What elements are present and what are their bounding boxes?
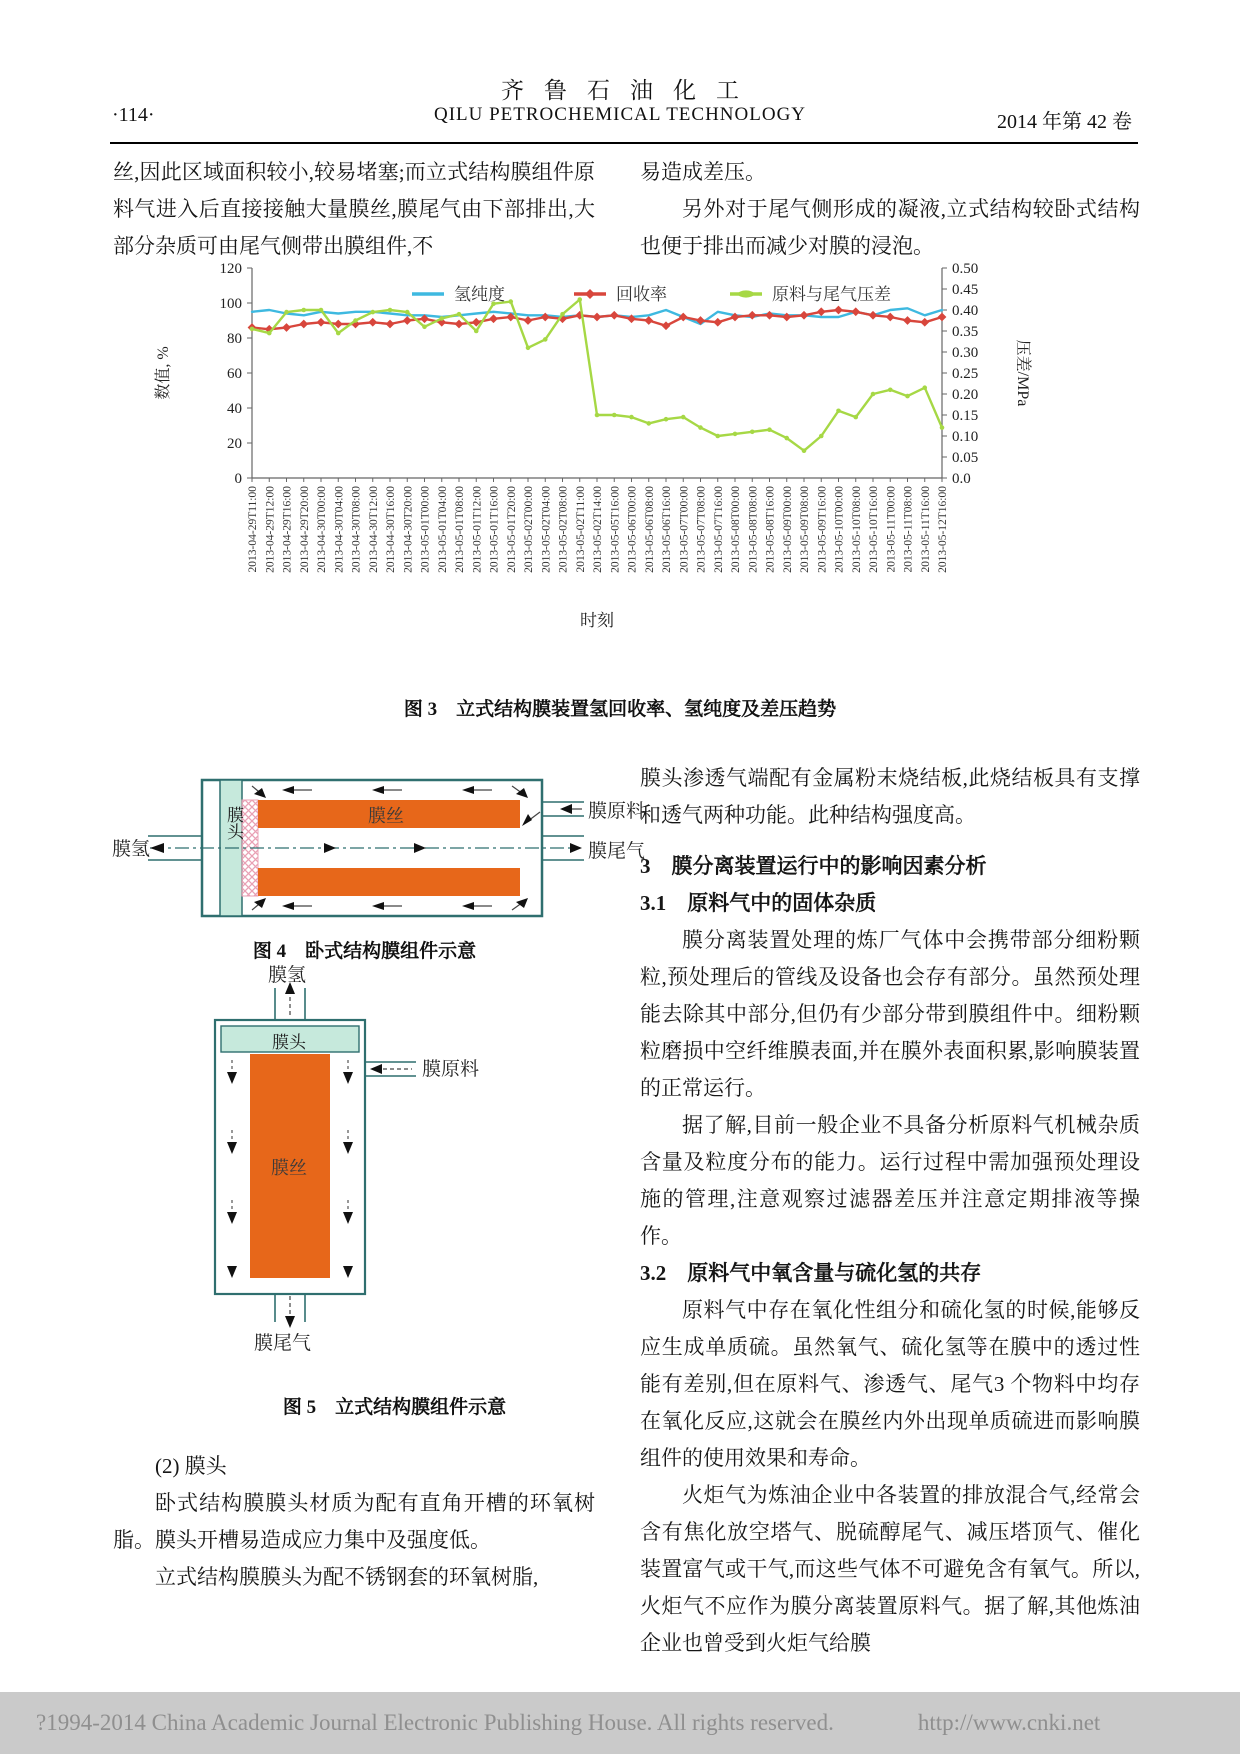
svg-text:2013-05-01T12:00: 2013-05-01T12:00 bbox=[471, 486, 484, 573]
svg-text:2013-04-29T16:00: 2013-04-29T16:00 bbox=[281, 486, 294, 573]
svg-text:2013-05-01T20:00: 2013-05-01T20:00 bbox=[505, 486, 518, 573]
svg-text:2013-05-01T04:00: 2013-05-01T04:00 bbox=[436, 486, 449, 573]
figure4-drawing bbox=[112, 772, 612, 924]
svg-text:0.20: 0.20 bbox=[952, 387, 979, 403]
svg-text:2013-05-02T04:00: 2013-05-02T04:00 bbox=[540, 486, 553, 573]
copyright-text: ?1994-2014 China Academic Journal Electronic Publishing House. All rights reserved. bbox=[36, 1710, 834, 1735]
figure4-caption: 图 4 卧式结构膜组件示意 bbox=[252, 941, 477, 962]
paragraph: 丝,因此区域面积较小,较易堵塞;而立式结构膜组件原料气进入后直接接触大量膜丝,膜尾气由下部排出,大部分杂质可由尾气侧带出膜组件,不 bbox=[113, 160, 595, 258]
svg-text:2013-04-30T04:00: 2013-04-30T04:00 bbox=[333, 486, 346, 573]
svg-text:40: 40 bbox=[227, 401, 242, 417]
left-column-bottom bbox=[113, 1448, 595, 1596]
svg-text:2013-04-30T20:00: 2013-04-30T20:00 bbox=[402, 486, 415, 573]
svg-text:2013-05-08T00:00: 2013-05-08T00:00 bbox=[730, 486, 742, 573]
svg-text:2013-05-10T00:00: 2013-05-10T00:00 bbox=[833, 486, 846, 573]
paragraph: 膜分离装置处理的炼厂气体中会携带部分细粉颗粒,预处理后的管线及设备也会存有部分。虽然预处理能去除其中部分,但仍有少部分带到膜组件中。细粉颗粒磨损中空纤维膜表面,并在膜外表面积累,影响膜装置的正常运行。 bbox=[640, 928, 1140, 1100]
svg-text:2013-05-02T11:00: 2013-05-02T11:00 bbox=[574, 486, 587, 573]
svg-text:2013-05-11T16:00: 2013-05-11T16:00 bbox=[919, 486, 932, 573]
svg-text:2013-04-29T20:00: 2013-04-29T20:00 bbox=[298, 486, 311, 573]
paragraph: 原料气中存在氧化性组分和硫化氢的时候,能够反应生成单质硫。虽然氧气、硫化氢等在膜中的透过性能有差别,但在原料气、渗透气、尾气3 个物料中均存在氧化反应,这就会在膜丝内外出现单质硫进而影响膜组件的使用效果和寿命。 bbox=[640, 1298, 1140, 1470]
fig4-label-hydrogen: 膜氢 bbox=[112, 839, 151, 860]
svg-text:2013-04-30T08:00: 2013-04-30T08:00 bbox=[350, 486, 363, 573]
svg-text:0.35: 0.35 bbox=[952, 324, 979, 340]
svg-text:2013-05-10T08:00: 2013-05-10T08:00 bbox=[850, 486, 863, 573]
svg-text:2013-04-29T11:00: 2013-04-29T11:00 bbox=[247, 486, 259, 573]
paragraph: 另外对于尾气侧形成的凝液,立式结构较卧式结构也便于排出而减少对膜的浸泡。 bbox=[640, 197, 1140, 258]
svg-text:2013-05-01T00:00: 2013-05-01T00:00 bbox=[419, 486, 432, 573]
fiber-bundle-bottom bbox=[258, 868, 520, 896]
svg-text:2013-05-09T16:00: 2013-05-09T16:00 bbox=[816, 486, 829, 573]
fig5-label-tail: 膜尾气 bbox=[254, 1333, 312, 1354]
svg-text:2013-05-08T16:00: 2013-05-08T16:00 bbox=[764, 486, 777, 573]
svg-text:20: 20 bbox=[227, 436, 242, 452]
svg-text:0.10: 0.10 bbox=[952, 429, 979, 445]
svg-text:2013-04-30T12:00: 2013-04-30T12:00 bbox=[367, 486, 380, 573]
fig4-label-head: 膜头 bbox=[224, 806, 243, 840]
svg-text:100: 100 bbox=[219, 296, 242, 312]
svg-text:120: 120 bbox=[219, 261, 242, 277]
svg-text:2013-05-01T08:00: 2013-05-01T08:00 bbox=[454, 486, 466, 573]
svg-text:时刻: 时刻 bbox=[580, 611, 614, 630]
figure3-chart bbox=[112, 252, 1128, 659]
legend-label-hydrogen-purity: 氢纯度 bbox=[454, 285, 505, 304]
fig4-label-fiber: 膜丝 bbox=[368, 806, 404, 826]
journal-title-cn: 齐鲁石油化工 bbox=[501, 78, 759, 103]
svg-text:0.40: 0.40 bbox=[952, 303, 979, 319]
svg-text:2013-05-01T16:00: 2013-05-01T16:00 bbox=[488, 486, 501, 573]
svg-text:2013-05-02T08:00: 2013-05-02T08:00 bbox=[557, 486, 570, 573]
paragraph: 易造成差压。 bbox=[640, 160, 766, 184]
svg-text:2013-04-29T12:00: 2013-04-29T12:00 bbox=[264, 486, 277, 573]
copyright-footer bbox=[0, 1692, 1240, 1754]
svg-text:2013-05-02T00:00: 2013-05-02T00:00 bbox=[523, 486, 535, 573]
figure5-caption: 图 5 立式结构膜组件示意 bbox=[282, 1397, 507, 1418]
section-heading-3-2: 3.2 原料气中氧含量与硫化氢的共存 bbox=[640, 1261, 982, 1285]
svg-text:60: 60 bbox=[227, 366, 242, 382]
figure5-diagram bbox=[150, 962, 580, 1362]
svg-text:0.50: 0.50 bbox=[952, 261, 979, 277]
paragraph: 据了解,目前一般企业不具备分析原料气机械杂质含量及粒度分布的能力。运行过程中需加强预处理设施的管理,注意观察过滤器差压并注意定期排液等操作。 bbox=[640, 1113, 1140, 1248]
legend-label-feed-tail-pressure-diff: 原料与尾气压差 bbox=[772, 285, 891, 304]
fig5-label-hydrogen: 膜氢 bbox=[268, 965, 307, 986]
svg-text:2013-05-05T16:00: 2013-05-05T16:00 bbox=[609, 486, 622, 573]
svg-text:0.0: 0.0 bbox=[952, 471, 971, 487]
svg-text:0.30: 0.30 bbox=[952, 345, 979, 361]
figure5-drawing bbox=[150, 962, 580, 1362]
cnki-url: http://www.cnki.net bbox=[917, 1710, 1101, 1735]
svg-text:0: 0 bbox=[234, 471, 242, 487]
fig4-label-feed: 膜原料 bbox=[588, 801, 646, 822]
paragraph: 火炬气为炼油企业中各装置的排放混合气,经常会含有焦化放空塔气、脱硫醇尾气、减压塔顶气、催化装置富气或干气,而这些气体不可避免含有氧气。所以,火炬气不应作为膜分离装置原料气。据了解,其他炼油企业也曾受到火炬气给膜 bbox=[640, 1483, 1140, 1655]
svg-text:压差/MPa: 压差/MPa bbox=[1014, 339, 1031, 407]
figure3-caption: 图 3 立式结构膜装置氢回收率、氢纯度及差压趋势 bbox=[403, 699, 837, 720]
fig4-label-tail: 膜尾气 bbox=[588, 841, 646, 862]
svg-text:2013-05-11T00:00: 2013-05-11T00:00 bbox=[885, 486, 898, 573]
svg-text:2013-04-30T16:00: 2013-04-30T16:00 bbox=[385, 486, 397, 573]
svg-text:2013-05-07T00:00: 2013-05-07T00:00 bbox=[678, 486, 691, 573]
section-heading-3: 3 膜分离装置运行中的影响因素分析 bbox=[640, 854, 987, 878]
figure3-plot bbox=[112, 252, 1128, 654]
issue-info: 2014 年第 42 卷 bbox=[997, 111, 1132, 133]
svg-text:2013-04-30T00:00: 2013-04-30T00:00 bbox=[316, 486, 328, 573]
svg-text:2013-05-09T08:00: 2013-05-09T08:00 bbox=[799, 486, 811, 573]
fig5-label-fiber: 膜丝 bbox=[271, 1158, 307, 1178]
paragraph: 卧式结构膜膜头材质为配有直角开槽的环氧树脂。膜头开槽易造成应力集中及强度低。 bbox=[113, 1491, 595, 1552]
page-number: ·114· bbox=[112, 104, 155, 126]
fig5-label-head: 膜头 bbox=[272, 1033, 306, 1052]
section-heading-3-1: 3.1 原料气中的固体杂质 bbox=[640, 891, 877, 915]
svg-text:2013-05-02T14:00: 2013-05-02T14:00 bbox=[592, 486, 604, 573]
right-column-top bbox=[640, 154, 1140, 265]
svg-text:2013-05-10T16:00: 2013-05-10T16:00 bbox=[868, 486, 880, 573]
svg-text:2013-05-11T08:00: 2013-05-11T08:00 bbox=[902, 486, 915, 573]
paragraph: 立式结构膜膜头为配不锈钢套的环氧树脂, bbox=[155, 1565, 539, 1589]
figure4-diagram bbox=[112, 772, 677, 930]
svg-text:2013-05-07T16:00: 2013-05-07T16:00 bbox=[712, 486, 725, 573]
svg-text:0.25: 0.25 bbox=[952, 366, 979, 382]
header-rule bbox=[110, 142, 1138, 144]
paragraph: 膜头渗透气端配有金属粉末烧结板,此烧结板具有支撑和透气两种功能。此种结构强度高。 bbox=[640, 766, 1140, 827]
svg-text:数值, %: 数值, % bbox=[155, 346, 172, 400]
svg-text:2013-05-08T08:00: 2013-05-08T08:00 bbox=[747, 486, 760, 573]
svg-text:0.15: 0.15 bbox=[952, 408, 979, 424]
svg-text:80: 80 bbox=[227, 331, 242, 347]
left-column-top bbox=[113, 154, 595, 265]
svg-text:2013-05-06T16:00: 2013-05-06T16:00 bbox=[661, 486, 673, 573]
svg-text:2013-05-06T08:00: 2013-05-06T08:00 bbox=[643, 486, 656, 573]
journal-title-en: QILU PETROCHEMICAL TECHNOLOGY bbox=[433, 104, 807, 125]
legend-label-recovery-rate: 回收率 bbox=[616, 285, 667, 304]
svg-text:2013-05-09T00:00: 2013-05-09T00:00 bbox=[781, 486, 794, 573]
svg-text:0.05: 0.05 bbox=[952, 450, 979, 466]
svg-text:2013-05-12T16:00: 2013-05-12T16:00 bbox=[937, 486, 949, 573]
svg-text:0.45: 0.45 bbox=[952, 282, 979, 298]
right-column-main bbox=[640, 760, 1140, 1662]
fig5-label-feed: 膜原料 bbox=[422, 1059, 480, 1080]
svg-text:2013-05-07T08:00: 2013-05-07T08:00 bbox=[695, 486, 708, 573]
svg-text:2013-05-06T00:00: 2013-05-06T00:00 bbox=[626, 486, 639, 573]
list-item-title: (2) 膜头 bbox=[155, 1454, 227, 1478]
